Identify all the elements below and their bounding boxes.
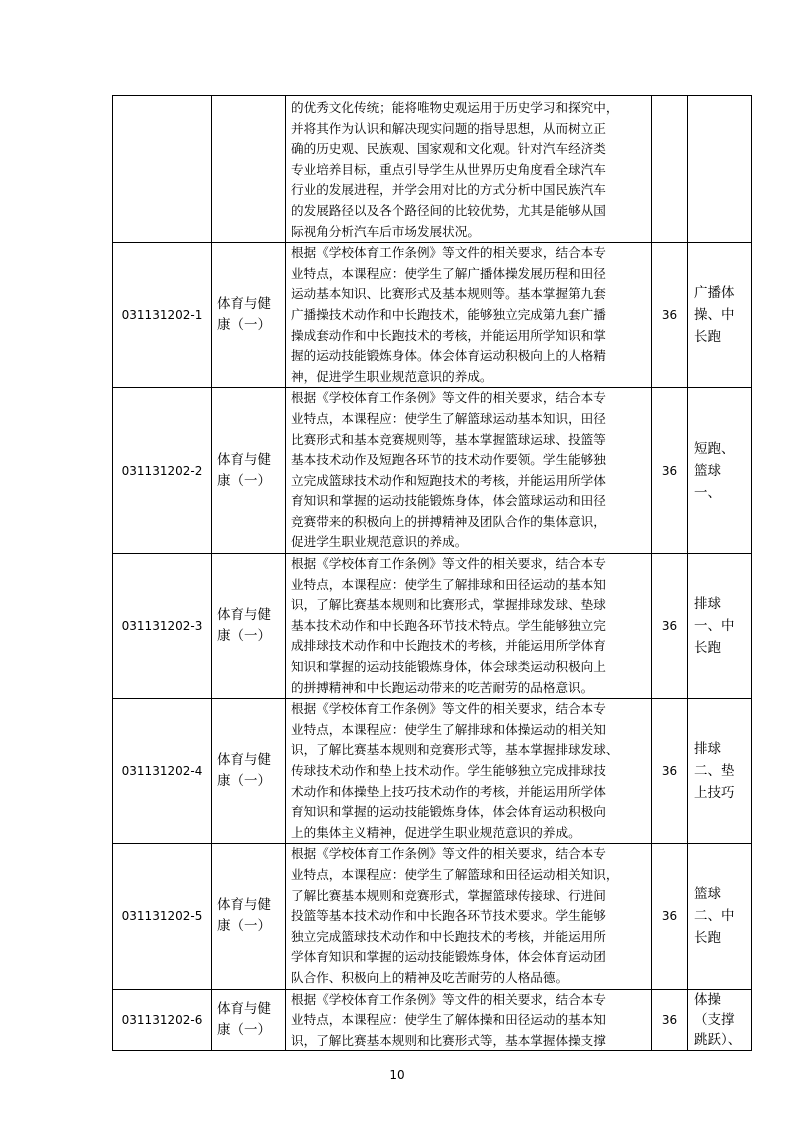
course-name — [212, 243, 286, 388]
description-line: 业特点，本课程应：使学生了解广播体操发展历程和田径 — [291, 265, 606, 281]
description-line: 根据《学校体育工作条例》等文件的相关要求，结合本专 — [291, 390, 606, 406]
description-line: 知识和掌握的运动技能锻炼身体，体会球类运动积极向上 — [291, 659, 606, 675]
course-name-line: 体育与健 — [217, 607, 271, 624]
course-name — [212, 699, 286, 844]
description-line: 传球技术动作和垫上技术动作。学生能够独立完成排球技 — [291, 763, 606, 778]
content-line: （支撑 — [694, 1011, 735, 1028]
course-hours: 36 — [652, 243, 688, 388]
content-line: 长跑 — [694, 640, 721, 657]
description-line: 根据《学校体育工作条例》等文件的相关要求，结合本专 — [291, 991, 606, 1007]
description-line: 育知识和掌握的运动技能锻炼身体，体会体育运动积极向 — [291, 804, 606, 820]
description-line: 业特点，本课程应：使学生了解排球和体操运动的相关知 — [291, 721, 606, 737]
description-line: 促进学生职业规范意识的养成。 — [291, 534, 468, 550]
course-name — [212, 554, 286, 699]
course-name-line: 康（一） — [217, 472, 271, 489]
description-line: 并将其作为认识和解决现实问题的指导思想，从而树立正 — [291, 120, 606, 136]
course-hours: 36 — [652, 699, 688, 844]
hours-cell — [652, 96, 688, 243]
content-line: 篮球 — [694, 886, 721, 903]
description-line: 根据《学校体育工作条例》等文件的相关要求，结合本专 — [291, 245, 606, 261]
content-line: 排球 — [694, 741, 721, 758]
course-content — [688, 554, 752, 699]
course-name-line: 康（一） — [217, 918, 271, 935]
description-line: 根据《学校体育工作条例》等文件的相关要求，结合本专 — [291, 846, 606, 862]
course-name-line: 体育与健 — [217, 897, 271, 914]
content-line: 一、中 — [694, 618, 735, 635]
content-line: 上技巧 — [694, 785, 735, 802]
course-description — [286, 699, 652, 844]
description-line: 独立完成篮球技术动作和中长跑技术的考核，并能运用所 — [291, 928, 606, 944]
description-cell — [286, 96, 652, 243]
table-row — [113, 844, 752, 989]
description-line: 的拼搏精神和中长跑运动带来的吃苦耐劳的品格意识。 — [291, 679, 594, 695]
course-description — [286, 989, 652, 1050]
table-row — [113, 554, 752, 699]
description-line: 队合作、积极向上的精神及吃苦耐劳的人格品德。 — [291, 969, 569, 985]
description-line: 竞赛带来的积极向上的拼搏精神及团队合作的集体意识， — [291, 513, 606, 529]
course-code: 031131202-3 — [113, 554, 212, 699]
description-line: 投篮等基本技术动作和中长跑各环节技术要求。学生能够 — [291, 908, 606, 924]
course-content — [688, 243, 752, 388]
name-cell — [212, 96, 286, 243]
content-line: 跳跃）、 — [694, 1031, 742, 1048]
course-name-line: 康（一） — [217, 317, 271, 334]
description-line: 业特点，本课程应：使学生了解排球和田径运动的基本知 — [291, 576, 606, 592]
course-code: 031131202-4 — [113, 699, 212, 844]
description-line: 的优秀文化传统；能将唯物史观运用于历史学习和探究中， — [291, 100, 619, 115]
description-line: 握的运动技能锻炼身体。体会体育运动积极向上的人格精 — [291, 348, 606, 364]
course-name — [212, 989, 286, 1050]
table-row-continuation — [113, 96, 752, 243]
content-line: 长跑 — [694, 329, 721, 346]
course-name — [212, 388, 286, 554]
content-line: 篮球 — [694, 462, 721, 479]
description-line: 立完成篮球技术动作和短跑技术的考核，并能运用所学体 — [291, 472, 606, 488]
description-line: 根据《学校体育工作条例》等文件的相关要求，结合本专 — [291, 556, 606, 572]
table-row — [113, 699, 752, 844]
content-line: 二、垫 — [694, 763, 735, 780]
description-line: 的发展路径以及各个路径间的比较优势，尤其是能够从国 — [291, 202, 606, 218]
course-table — [112, 95, 752, 1051]
description-line: 育知识和掌握的运动技能锻炼身体，体会篮球运动和田径 — [291, 493, 606, 509]
course-description — [286, 844, 652, 989]
course-description — [286, 554, 652, 699]
course-hours: 36 — [652, 388, 688, 554]
course-code: 031131202-6 — [113, 989, 212, 1050]
course-content — [688, 844, 752, 989]
content-line: 短跑、 — [694, 440, 735, 457]
description-line: 学体育知识和掌握的运动技能锻炼身体，体会体育运动团 — [291, 949, 606, 965]
course-hours: 36 — [652, 554, 688, 699]
description-line: 业特点，本课程应：使学生了解体操和田径运动的基本知 — [291, 1012, 606, 1028]
content-line: 排球 — [694, 596, 721, 613]
table-row — [113, 989, 752, 1050]
content-line: 一、 — [694, 484, 721, 501]
description-line: 运动基本知识、比赛形式及基本规则等。基本掌握第九套 — [291, 286, 606, 302]
description-line: 业特点，本课程应：使学生了解篮球和田径运动相关知识， — [291, 866, 619, 882]
course-description — [286, 388, 652, 554]
code-cell — [113, 96, 212, 243]
course-hours: 36 — [652, 989, 688, 1050]
description-line: 术动作和体操垫上技巧技术动作的考核，并能运用所学体 — [291, 783, 606, 799]
course-name-line: 体育与健 — [217, 296, 271, 313]
content-cell — [688, 96, 752, 243]
course-name-line: 康（一） — [217, 628, 271, 645]
course-hours: 36 — [652, 844, 688, 989]
description-line: 业特点，本课程应：使学生了解篮球运动基本知识，田径 — [291, 410, 606, 426]
course-name — [212, 844, 286, 989]
description-line: 操成套动作和中长跑技术的考核，并能运用所学知识和掌 — [291, 327, 606, 343]
description-line: 广播操技术动作和中长跑技术，能够独立完成第九套广播 — [291, 306, 606, 322]
description-line: 神，促进学生职业规范意识的养成。 — [291, 368, 493, 384]
content-line: 广播体 — [694, 285, 735, 302]
table-row — [113, 388, 752, 554]
table-row — [113, 243, 752, 388]
course-code: 031131202-5 — [113, 844, 212, 989]
course-code: 031131202-1 — [113, 243, 212, 388]
description-line: 识，了解比赛基本规则和竞赛形式等，基本掌握排球发球、 — [291, 742, 619, 758]
description-line: 确的历史观、民族观、国家观和文化观。针对汽车经济类 — [291, 141, 606, 157]
course-content — [688, 989, 752, 1050]
description-line: 上的集体主义精神，促进学生职业规范意识的养成。 — [291, 824, 581, 840]
course-content — [688, 388, 752, 554]
course-name-line: 体育与健 — [217, 1000, 271, 1017]
course-name-line: 康（一） — [217, 1021, 271, 1038]
description-line: 际视角分析汽车后市场发展状况。 — [291, 223, 480, 239]
content-line: 操、中 — [694, 307, 735, 324]
description-line: 了解比赛基本规则和竞赛形式，掌握篮球传接球、行进间 — [291, 887, 606, 903]
description-line: 识，了解比赛基本规则和比赛形式等，基本掌握体操支撑 — [291, 1032, 606, 1048]
description-line: 基本技术动作及短跑各环节的技术动作要领。学生能够独 — [291, 452, 606, 468]
description-line: 行业的发展进程，并学会用对比的方式分析中国民族汽车 — [291, 182, 606, 198]
page-number: 10 — [389, 1068, 405, 1082]
description-line: 成排球技术动作和中长跑技术的考核，并能运用所学体育 — [291, 638, 606, 654]
content-line: 二、中 — [694, 908, 735, 925]
content-line: 长跑 — [694, 930, 721, 947]
description-line: 识，了解比赛基本规则和比赛形式，掌握排球发球、垫球 — [291, 597, 606, 613]
course-name-line: 康（一） — [217, 773, 271, 790]
course-name-line: 体育与健 — [217, 752, 271, 769]
description-line: 根据《学校体育工作条例》等文件的相关要求，结合本专 — [291, 701, 606, 717]
course-content — [688, 699, 752, 844]
description-line: 基本技术动作和中长跑各环节技术特点。学生能够独立完 — [291, 617, 606, 633]
description-line: 专业培养目标，重点引导学生从世界历史角度看全球汽车 — [291, 161, 606, 177]
course-name-line: 体育与健 — [217, 451, 271, 468]
content-line: 体操 — [694, 991, 721, 1008]
course-description — [286, 243, 652, 388]
course-code: 031131202-2 — [113, 388, 212, 554]
description-line: 比赛形式和基本竞赛规则等，基本掌握篮球运球、投篮等 — [291, 431, 606, 447]
